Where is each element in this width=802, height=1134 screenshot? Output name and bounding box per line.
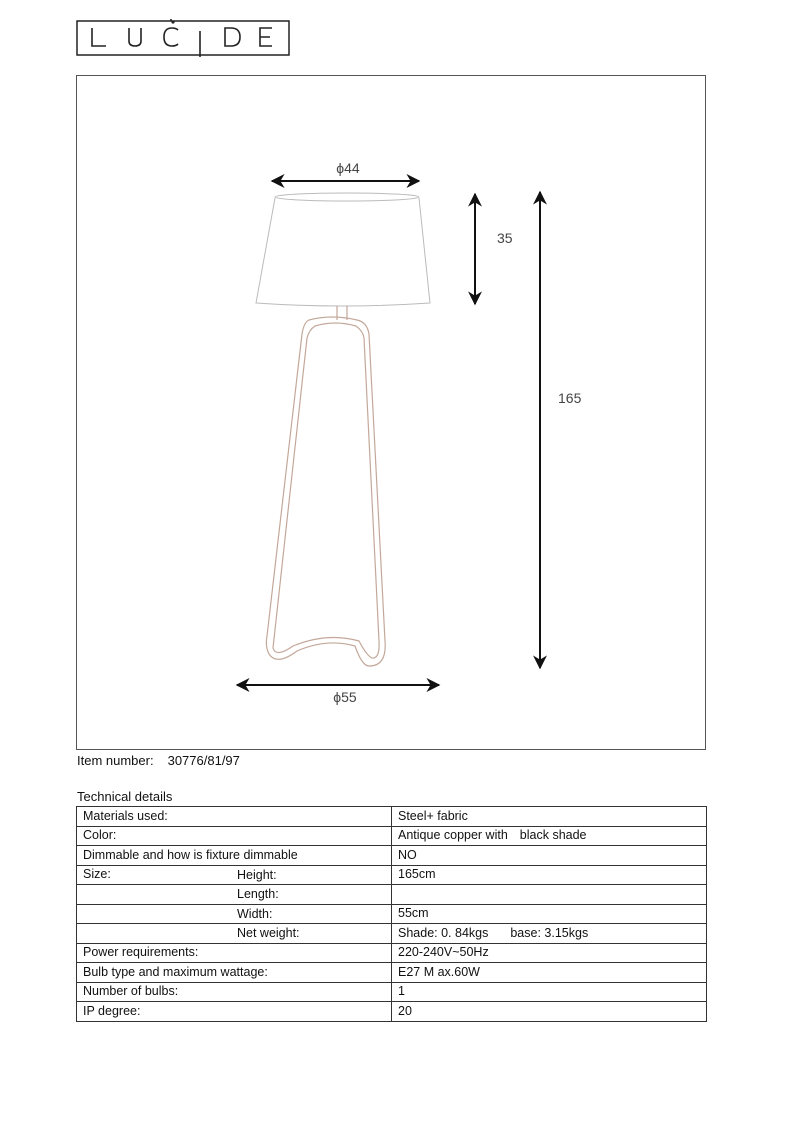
technical-details-table	[76, 806, 707, 1022]
item-number-value: 30776/81/97	[167, 753, 240, 768]
shade-height-label: 35	[497, 230, 513, 246]
table-row	[77, 846, 707, 866]
spec-value: 55cm	[392, 904, 707, 924]
spec-value: Steel+ fabric	[392, 807, 707, 827]
spec-value: 1	[392, 982, 707, 1002]
spec-label	[77, 865, 392, 885]
spec-label: Bulb type and maximum wattage:	[77, 963, 392, 983]
spec-value: NO	[392, 846, 707, 866]
table-row	[77, 807, 707, 827]
shade-weight: Shade: 0. 84kgs	[398, 925, 489, 940]
spec-label: IP degree:	[77, 1002, 392, 1022]
spec-value: 165cm	[392, 865, 707, 885]
spec-label: Color:	[77, 826, 392, 846]
brand-logo	[76, 19, 290, 57]
shade-diameter-label: ϕ44	[336, 160, 360, 176]
length-sublabel: Length:	[237, 887, 279, 901]
spec-label: Power requirements:	[77, 943, 392, 963]
spec-value: 20	[392, 1002, 707, 1022]
spec-label: Number of bulbs:	[77, 982, 392, 1002]
lamp-shade-outline	[256, 193, 430, 306]
size-label: Size:	[83, 867, 111, 882]
table-row	[77, 904, 707, 924]
spec-value	[392, 826, 707, 846]
table-row	[77, 982, 707, 1002]
item-number-label: Item number:	[77, 753, 154, 768]
table-row	[77, 924, 707, 944]
spec-value: E27 M ax.60W	[392, 963, 707, 983]
technical-drawing	[76, 75, 706, 750]
spec-label	[77, 885, 392, 905]
technical-details-title: Technical details	[77, 789, 173, 804]
color-value-shade: black shade	[519, 828, 587, 843]
spec-value: 220-240V~50Hz	[392, 943, 707, 963]
lamp-base-outline	[266, 306, 385, 666]
spec-value	[392, 885, 707, 905]
width-sublabel: Width:	[237, 906, 273, 921]
table-row	[77, 1002, 707, 1022]
height-sublabel: Height:	[237, 867, 277, 882]
base-weight: base: 3.15kgs	[510, 925, 589, 940]
total-height-label: 165	[558, 390, 582, 406]
table-row	[77, 865, 707, 885]
table-row	[77, 963, 707, 983]
spec-label: Materials used:	[77, 807, 392, 827]
spec-label	[77, 904, 392, 924]
table-row	[77, 885, 707, 905]
table-row	[77, 826, 707, 846]
spec-value	[392, 924, 707, 944]
item-number	[77, 753, 240, 768]
table-row	[77, 943, 707, 963]
spec-label: Dimmable and how is fixture dimmable	[77, 846, 392, 866]
base-diameter-label: ϕ55	[333, 689, 357, 705]
spec-label	[77, 924, 392, 944]
color-value-main: Antique copper with	[398, 828, 508, 843]
net-weight-sublabel: Net weight:	[237, 926, 300, 940]
